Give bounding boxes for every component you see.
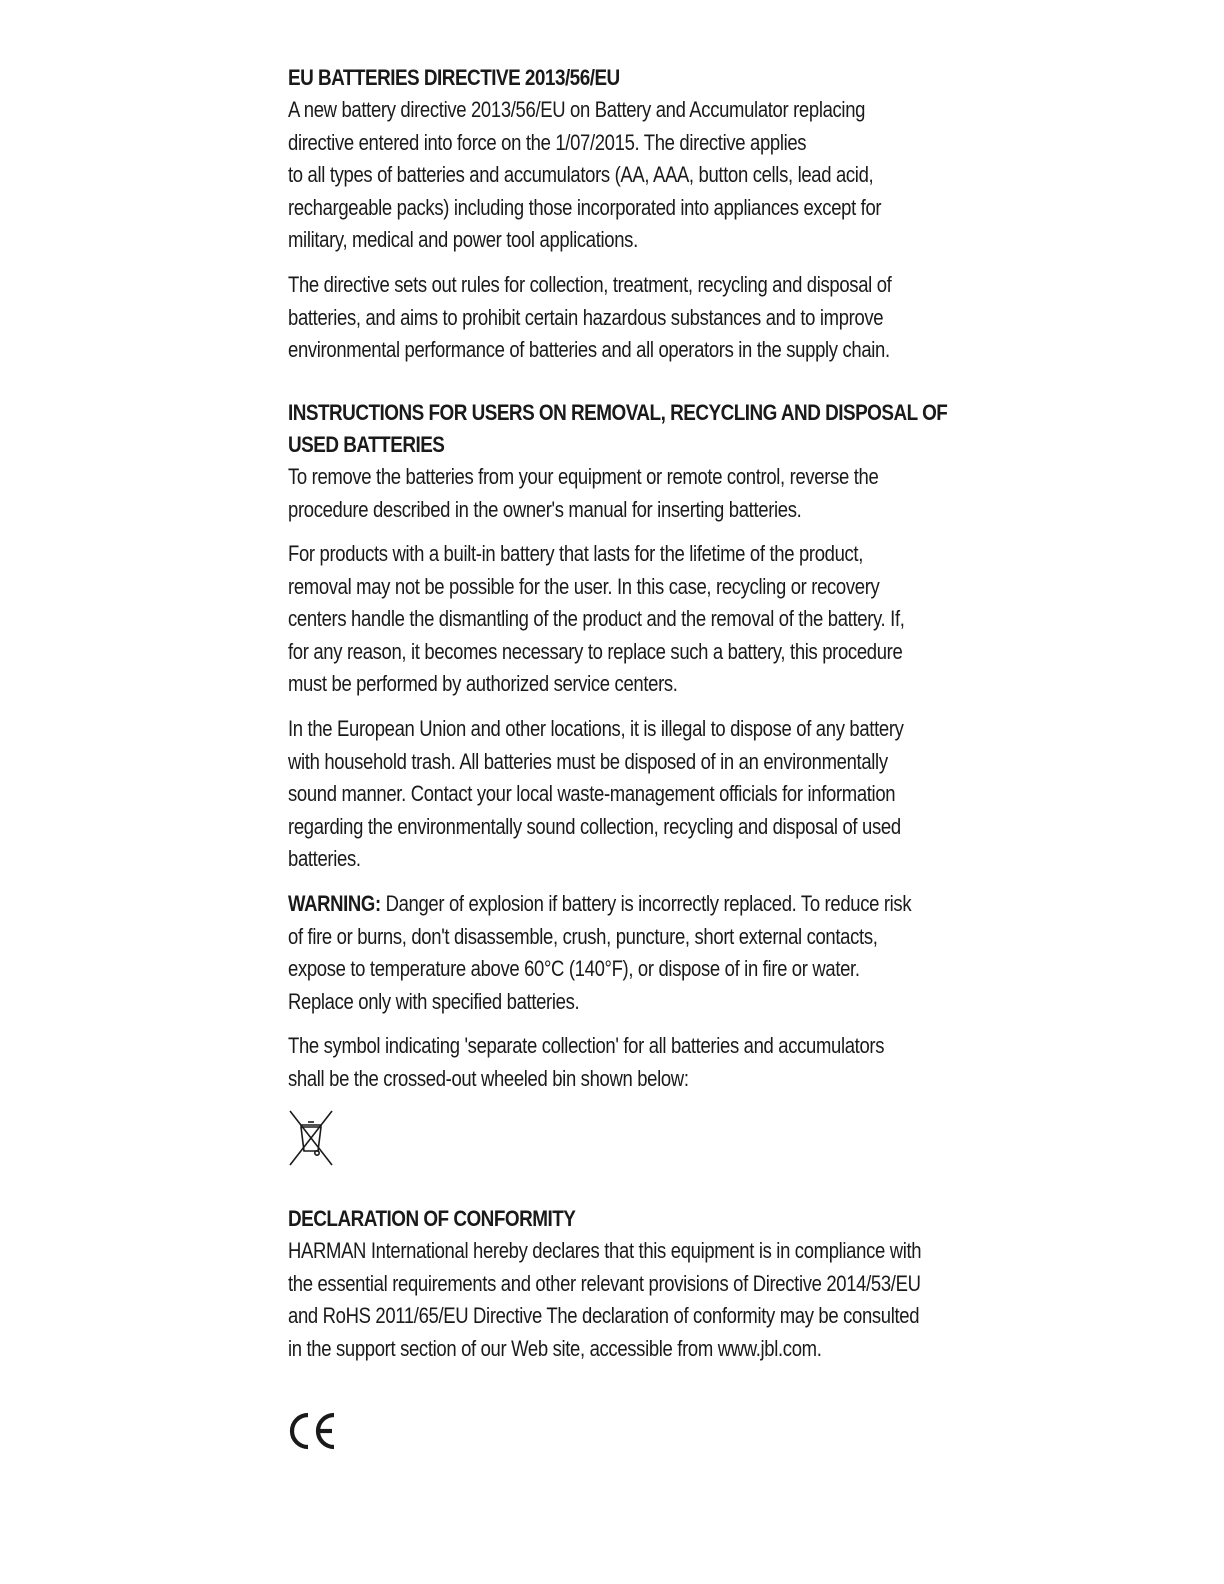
declaration-paragraph: HARMAN International hereby declares that this equipment is in compliance with the essential requirements and other relevant provisions of Directive 2014/53/EU and RoHS 2011/65/EU Directive The declaration of conformity may be consulted in the support section of our Web site, accessible from www.jbl.com. (288, 1238, 922, 1361)
eu-directive-paragraph-1: A new battery directive 2013/56/EU on Battery and Accumulator replacing directive entered into force on the 1/07/2015. The directive applies to all types of batteries and accumulators (AA, AAA, button cells, lead acid, rechargeable packs) including those incorporated into appliances except for military, medical and power tool applications. (288, 97, 882, 253)
instructions-paragraph-3: In the European Union and other locations, it is illegal to dispose of any battery with household trash. All batteries must be disposed of in an environmentally sound manner. Contact your local waste-management officials for information regarding the environmentally sound collection, recycling and disposal of used batteries. (288, 716, 904, 872)
document-page (288, 62, 988, 1451)
warning-text: Danger of explosion if battery is incorrectly replaced. To reduce risk of fire or burns, don't disassemble, crush, puncture, short external contacts, expose to temperature above 60°C (140°F), or dispose of in fire or water. Replace only with specified batteries. (288, 891, 912, 1014)
warning-paragraph (288, 888, 977, 1018)
ce-mark-icon (288, 1411, 338, 1451)
instructions-paragraph-1: To remove the batteries from your equipment or remote control, reverse the procedure described in the owner's manual for inserting batteries. (288, 464, 879, 522)
symbol-paragraph: The symbol indicating 'separate collection' for all batteries and accumulators shall be the crossed-out wheeled bin shown below: (288, 1033, 885, 1091)
instructions-paragraph-2: For products with a built-in battery that lasts for the lifetime of the product, removal may not be possible for the user. In this case, recycling or recovery centers handle the dismantling of the product and the removal of the battery. If, for any reason, it becomes necessary to replace such a battery, this procedure must be performed by authorized service centers. (288, 541, 905, 697)
eu-directive-paragraph-2: The directive sets out rules for collection, treatment, recycling and disposal of batteries, and aims to prohibit certain hazardous substances and to improve environmental performance of batteries and all operators in the supply chain. (288, 272, 892, 363)
declaration-heading: DECLARATION OF CONFORMITY (288, 1206, 576, 1231)
instructions-heading: INSTRUCTIONS FOR USERS ON REMOVAL, RECYCLING AND DISPOSAL OF USED BATTERIES (288, 400, 948, 457)
warning-label: WARNING: (288, 891, 381, 916)
eu-directive-heading: EU BATTERIES DIRECTIVE 2013/56/EU (288, 65, 620, 90)
crossed-out-wheeled-bin-icon (288, 1109, 334, 1167)
